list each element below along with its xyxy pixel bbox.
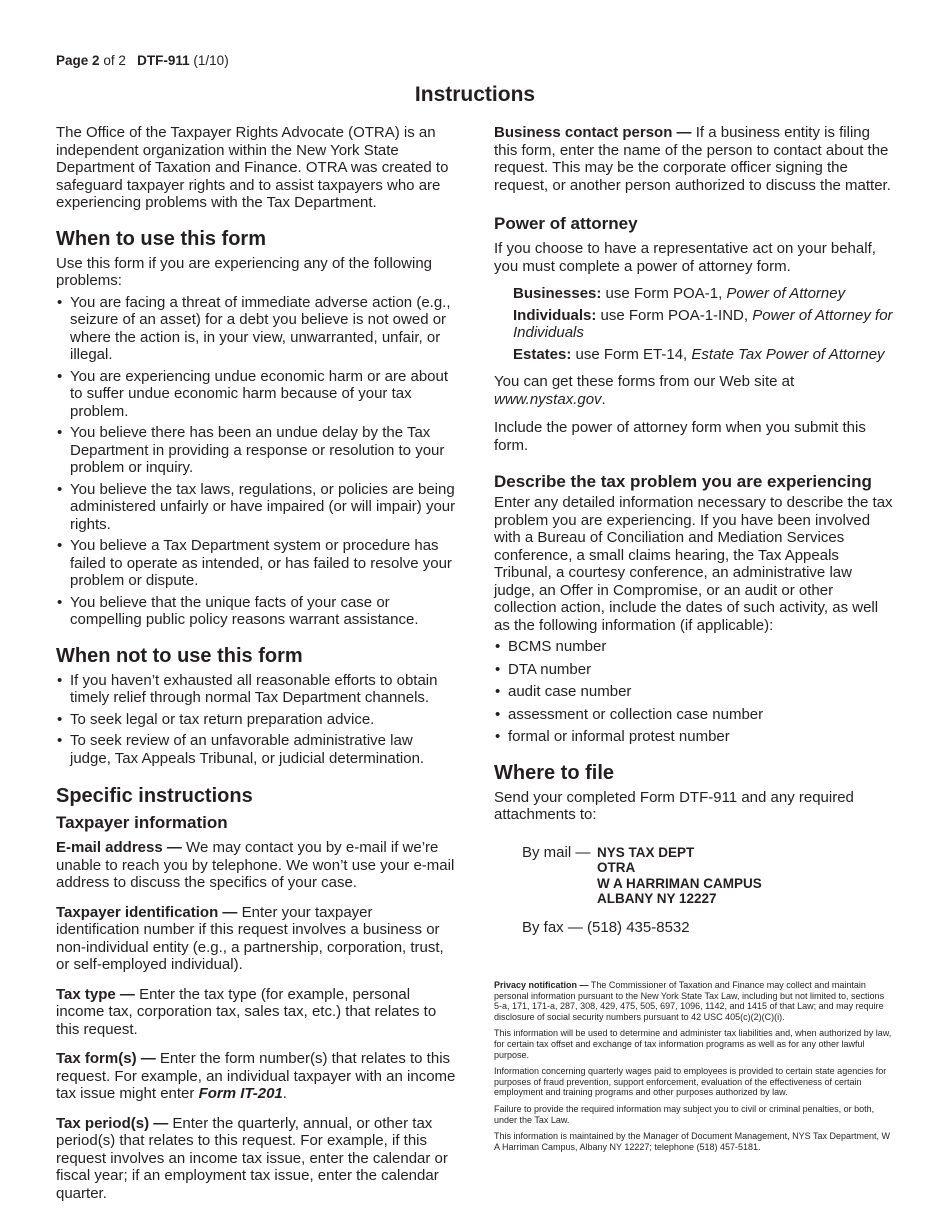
form-revision: (1/10) (193, 53, 229, 68)
by-fax-label: By fax — (522, 918, 583, 936)
power-of-attorney-heading: Power of attorney (494, 214, 638, 233)
privacy-paragraph-5: This information is maintained by the Manager of Document Management, NYS Tax Department, W A Harriman Campus, Albany NY 12227; telephone (518) 457-5181. (494, 1131, 891, 1152)
page-label: Page (56, 53, 89, 68)
list-item: • You believe there has been an undue delay by the Tax Department in providing a response or resolution to your problem or inquiry. (57, 424, 445, 476)
taxpayer-id-instruction: Taxpayer identification — Enter your taxpayer identification number if this request involves a business or non-individual entity (e.g., a partnership, corporation, trust, or self-employed individual). (56, 903, 444, 973)
when-to-use-list (56, 294, 456, 629)
poa-individuals: Individuals: use Form POA-1-IND, Power of Attorney for Individuals (513, 306, 893, 341)
list-item: • If you haven’t exhausted all reasonable efforts to obtain timely relief through normal Tax Department channels. (57, 671, 438, 706)
business-contact-instruction: Business contact person — If a business entity is filing this form, enter the name of the person to contact about the request. This may be the corporate officer signing the request, or another person authorized to discuss the matter. (494, 124, 891, 194)
list-item: • formal or informal protest number (495, 728, 730, 745)
mail-row (522, 844, 894, 907)
left-column (56, 124, 456, 1211)
website-link[interactable]: www.nystax.gov (494, 390, 602, 408)
page-of: of 2 (103, 53, 126, 68)
list-item: • You are experiencing undue economic harm or are about to suffer undue economic harm because of your tax problem. (57, 367, 449, 420)
poa-businesses: Businesses: use Form POA-1, Power of Attorney (513, 285, 846, 302)
power-of-attorney-lead: If you choose to have a representative act on your behalf, you must complete a power of attorney form. (494, 240, 876, 275)
by-mail-label: By mail — (522, 843, 591, 861)
mailing-block (522, 844, 894, 937)
intro-paragraph: The Office of the Taxpayer Rights Advocate (OTRA) is an independent organization within the New York State Department of Taxation and Finance. OTRA was created to safeguard taxpayer rights and to assist taxpayers who are experiencing problems with the Tax Department. (56, 124, 449, 211)
form-id: DTF-911 (137, 53, 190, 68)
where-to-file-lead: Send your completed Form DTF-911 and any required attachments to: (494, 788, 854, 823)
privacy-paragraph-3: Information concerning quarterly wages paid to employees is provided to certain state agencies for purposes of fraud prevention, support enforcement, evaluation of the effectiveness of certain employment and training programs and other purposes authorized by law. (494, 1066, 887, 1098)
page-header (56, 53, 229, 68)
poa-form-list (513, 285, 894, 363)
list-item: • You believe the tax laws, regulations, or policies are being administered unfairly or have impaired (or will impair) your rights. (57, 480, 456, 533)
when-not-to-use-heading: When not to use this form (56, 644, 303, 667)
right-column (494, 124, 894, 936)
when-to-use-lead: Use this form if you are experiencing any of the following problems: (56, 254, 433, 289)
list-item: • audit case number (495, 683, 632, 700)
tax-form-instruction: Tax form(s) — Enter the form number(s) that relates to this request. For example, an individual taxpayer with an income tax issue might enter Form IT-201. (56, 1050, 456, 1102)
taxpayer-information-heading: Taxpayer information (56, 813, 228, 832)
describe-problem-list (494, 638, 894, 746)
tax-period-instruction: Tax period(s) — Enter the quarterly, annual, or other tax period(s) that relates to this request. For example, if this request involves an income tax issue, enter the calendar or fiscal year; if an employment tax issue, enter the calendar quarter. (56, 1114, 448, 1202)
list-item: • You believe that the unique facts of your case or compelling public policy reasons warrant assistance. (57, 593, 419, 628)
list-item: • You believe a Tax Department system or procedure has failed to operate as intended, or has failed to resolve your problem or dispute. (57, 537, 452, 589)
page-number: 2 (92, 53, 100, 68)
mailing-address: NYS TAX DEPT OTRA W A HARRIMAN CAMPUS ALBANY NY 12227 (597, 844, 762, 906)
list-item: • To seek review of an unfavorable administrative law judge, Tax Appeals Tribunal, or judicial determination. (57, 732, 425, 767)
privacy-notification (494, 980, 894, 1158)
list-item: • DTA number (495, 660, 592, 678)
include-poa-note: Include the power of attorney form when you submit this form. (494, 419, 866, 454)
tax-type-instruction: Tax type — Enter the tax type (for example, personal income tax, corporation tax, sales tax, etc.) that relates to this request. (56, 985, 437, 1038)
specific-instructions-heading: Specific instructions (56, 785, 253, 807)
where-to-file-heading: Where to file (494, 761, 615, 784)
list-item: • To seek legal or tax return preparation advice. (57, 710, 375, 728)
list-item: • BCMS number (495, 638, 607, 655)
website-note: You can get these forms from our Web site at www.nystax.gov. (494, 373, 795, 408)
poa-estates: Estates: use Form ET-14, Estate Tax Power of Attorney (513, 345, 885, 363)
privacy-paragraph-1: Privacy notification — The Commissioner of Taxation and Finance may collect and maintain personal information pursuant to the New York State Tax Law, including but not limited to, sections 5-a, 171, 171-a, 287, 308, 429, 475, 505, 697, 1096, 1142, and 1415 of that Law; and may require disclosure of social security numbers pursuant to 42 USC 405(c)(2)(C)(i). (494, 980, 885, 1022)
fax-number: (518) 435-8532 (587, 918, 690, 936)
privacy-paragraph-4: Failure to provide the required information may subject you to civil or criminal penalties, or both, under the Tax Law. (494, 1103, 875, 1125)
when-to-use-heading: When to use this form (56, 227, 266, 250)
list-item: • assessment or collection case number (495, 705, 764, 723)
list-item: • You are facing a threat of immediate adverse action (e.g., seizure of an asset) for a debt you believe is not owed or where the action is, in your view, unwarranted, unfair, or illegal. (57, 293, 451, 363)
when-not-to-use-list (56, 672, 456, 768)
fax-row (522, 919, 894, 937)
email-instruction: E-mail address — We may contact you by e-mail if we’re unable to reach you by telephone. We won’t use your e-mail address to discuss the specifics of your case. (56, 839, 455, 891)
describe-problem-text: Enter any detailed information necessary to describe the tax problem you are experiencing. If you have been involved with a Bureau of Conciliation and Mediation Services conference, a small claims hearing, the Tax Appeals Tribunal, a courtesy conference, an administrative law judge, an Offer in Compromise, or an audit or other collection action, include the dates of such activity, as well as the following information (if applicable): (494, 494, 893, 634)
describe-problem-heading: Describe the tax problem you are experiencing (494, 472, 872, 491)
privacy-paragraph-2: This information will be used to determine and administer tax liabilities and, when authorized by law, for certain tax offset and exchange of tax information programs as well as for any other lawful purpose. (494, 1028, 892, 1060)
page-title: Instructions (414, 83, 536, 106)
